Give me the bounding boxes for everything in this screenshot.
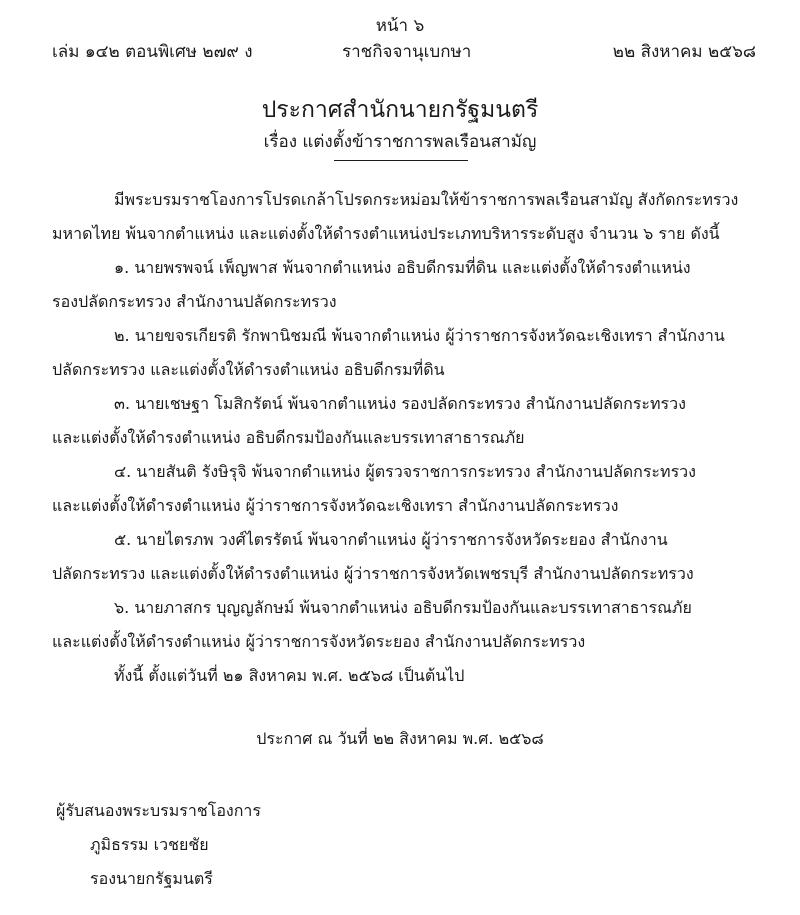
body-line: ปลัดกระทรวง และแต่งตั้งให้ดำรงตำแหน่ง ผู้ว่าราชการจังหวัดเพชรบุรี สำนักงานปลัดกระทรวง <box>52 564 694 583</box>
appointment-item-5: ๕. นายไตรภพ วงศ์ไตรรัตน์ พ้นจากตำแหน่ง ผู้ว่าราชการจังหวัดระยอง สำนักงาน <box>114 530 668 549</box>
body-line: มีพระบรมราชโองการโปรดเกล้าโปรดกระหม่อมให้ข้าราชการพลเรือนสามัญ สังกัดกระทรวง <box>114 190 739 209</box>
signatory-position: รองนายกรัฐมนตรี <box>90 869 213 888</box>
document-title: ประกาศสำนักนายกรัฐมนตรี <box>261 97 539 123</box>
countersign-label: ผู้รับสนองพระบรมราชโองการ <box>56 801 261 820</box>
appointment-item-6: ๖. นายภาสกร บุญญลักษม์ พ้นจากตำแหน่ง อธิบดีกรมป้องกันและบรรเทาสาธารณภัย <box>114 598 692 617</box>
signatory-name: ภูมิธรรม เวชยชัย <box>90 835 209 854</box>
appointment-item-3: ๓. นายเชษฐา โมสิกรัตน์ พ้นจากตำแหน่ง รองปลัดกระทรวง สำนักงานปลัดกระทรวง <box>114 394 686 413</box>
appointment-item-4: ๔. นายสันติ รังษิรุจิ พ้นจากตำแหน่ง ผู้ตรวจราชการกระทรวง สำนักงานปลัดกระทรวง <box>114 462 696 481</box>
body-line: และแต่งตั้งให้ดำรงตำแหน่ง อธิบดีกรมป้องกันและบรรเทาสาธารณภัย <box>52 428 525 447</box>
appointment-item-1: ๑. นายพรพจน์ เพ็ญพาส พ้นจากตำแหน่ง อธิบดีกรมที่ดิน และแต่งตั้งให้ดำรงตำแหน่ง <box>114 258 691 277</box>
volume-issue: เล่ม ๑๔๒ ตอนพิเศษ ๒๗๙ ง <box>52 42 253 62</box>
page-number: หน้า ๖ <box>375 16 425 36</box>
document-body <box>52 183 758 693</box>
appointment-item-2: ๒. นายขจรเกียรติ รักพานิชมณี พ้นจากตำแหน่ง ผู้ว่าราชการจังหวัดฉะเชิงเทรา สำนักงาน <box>114 326 725 345</box>
title-divider <box>334 160 468 161</box>
effective-date-line: ทั้งนี้ ตั้งแต่วันที่ ๒๑ สิงหาคม พ.ศ. ๒๕๖๘ เป็นต้นไป <box>114 666 465 685</box>
signoff-block <box>56 794 261 896</box>
body-line: และแต่งตั้งให้ดำรงตำแหน่ง ผู้ว่าราชการจังหวัดฉะเชิงเทรา สำนักงานปลัดกระทรวง <box>52 496 619 515</box>
body-line: มหาดไทย พ้นจากตำแหน่ง และแต่งตั้งให้ดำรงตำแหน่งประเภทบริหารระดับสูง จำนวน ๖ ราย ดังนี้ <box>52 224 720 243</box>
body-line: รองปลัดกระทรวง สำนักงานปลัดกระทรวง <box>52 292 337 311</box>
proclamation-date: ประกาศ ณ วันที่ ๒๒ สิงหาคม พ.ศ. ๒๕๖๘ <box>256 729 544 748</box>
body-line: และแต่งตั้งให้ดำรงตำแหน่ง ผู้ว่าราชการจังหวัดระยอง สำนักงานปลัดกระทรวง <box>52 632 586 651</box>
gazette-name: ราชกิจจานุเบกษา <box>342 42 472 62</box>
body-line: ปลัดกระทรวง และแต่งตั้งให้ดำรงตำแหน่ง อธิบดีกรมที่ดิน <box>52 360 445 379</box>
gazette-header <box>52 38 756 64</box>
publication-date: ๒๒ สิงหาคม ๒๕๖๘ <box>612 42 756 62</box>
document-subject: เรื่อง แต่งตั้งข้าราชการพลเรือนสามัญ <box>263 132 537 152</box>
